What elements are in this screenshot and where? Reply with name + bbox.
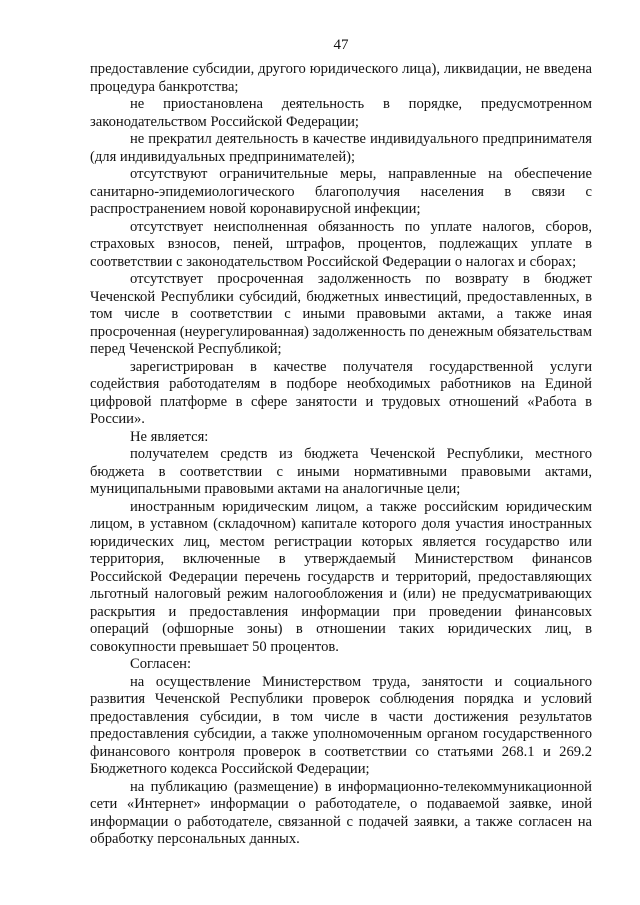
paragraph-publication: на публикацию (размещение) в информационно-телекоммуникационной сети «Интернет» информации о работодателе, о подаваемой заявке, иной информации о работодателе, связанной с подачей заявки, а также согласен на обработку персональных данных. — [90, 778, 592, 847]
paragraph-covid-restrictions: отсутствуют ограничительные меры, направленные на обеспечение санитарно-эпидемиологического благополучия населения в связи с распространением новой коронавирусной инфекции; — [90, 166, 592, 217]
paragraph-tax-obligations: отсутствует неисполненная обязанность по уплате налогов, сборов, страховых взносов, пеней, штрафов, процентов, подлежащих уплате в соответствии с законодательством Российской Федерации о налогах и сборах; — [90, 218, 592, 270]
paragraph-inspections: на осуществление Министерством труда, занятости и социального развития Чеченской Республики проверок соблюдения порядка и условий предоставления субсидии, в том числе в части достижения результатов предоставления субсидии, а также уполномоченным органом государственного финансового контроля проверок в соответствии со статьями 268.1 и 269.2 Бюджетного кодекса Российской Федерации; — [90, 673, 592, 777]
paragraph-not-ceased: не прекратил деятельность в качестве индивидуального предпринимателя (для индивидуальных предпринимателей); — [90, 131, 592, 165]
paragraph-budget-recipient: получателем средств из бюджета Чеченской Республики, местного бюджета в соответствии с иными нормативными правовыми актами, муниципальными правовыми актами на аналогичные цели; — [90, 446, 592, 497]
paragraph-bankruptcy: предоставление субсидии, другого юридического лица), ликвидации, не введена процедура банкротства; — [90, 61, 592, 95]
paragraph-overdue-debt: отсутствует просроченная задолженность по возврату в бюджет Чеченской Республики субсидий, бюджетных инвестиций, предоставленных, в том числе в соответствии с иными правовыми актами, а также иная просроченная (неурегулированная) задолженность по денежным обязательствам перед Чеченской Республикой; — [90, 271, 592, 357]
page-number: 47 — [333, 37, 349, 53]
paragraph-foreign-entity: иностранным юридическим лицом, а также российским юридическим лицом, в уставном (складочном) капитале которого доля участия иностранных юридических лиц, местом регистрации которых является государство или территория, включенные в утверждаемый Министерством финансов Российской Федерации перечень государств и территорий, предоставляющих льготный налоговый режим налогообложения и (или) не предусматривающих раскрытия и предоставления информации при проведении финансовых операций (офшорные зоны) в отношении таких юридических лиц, в совокупности превышает 50 процентов. — [90, 498, 592, 655]
paragraph-not-suspended: не приостановлена деятельность в порядке, предусмотренном законодательством Российской Федерации; — [90, 96, 592, 130]
paragraph-registered: зарегистрирован в качестве получателя государственной услуги содействия работодателям в подборе необходимых работников на Единой цифровой платформе в сфере занятости и трудовых отношений «Работа в России». — [90, 358, 592, 427]
heading-not-is: Не является: — [130, 428, 209, 445]
heading-agrees: Согласен: — [130, 656, 192, 672]
